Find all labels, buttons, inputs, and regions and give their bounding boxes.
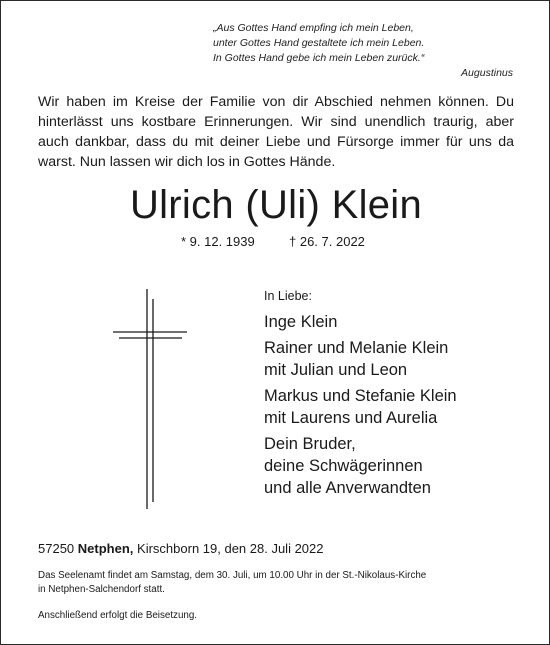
mourner-group: [264, 337, 524, 381]
mourner-line: Rainer und Melanie Klein: [264, 339, 449, 357]
notice-line: Das Seelenamt findet am Samstag, dem 30. Juli, um 10.00 Uhr in der St.-Nikolaus-Kirche: [38, 570, 427, 581]
mourner-line: deine Schwägerinnen: [264, 457, 423, 475]
intro-text: Wir haben im Kreise der Familie von dir Abschied nehmen können. Du hinterlässt uns kostbare Erinnerungen. Wir sind unendlich traurig, aber auch dankbar, dass du mit deiner Liebe und Fürsorge immer für uns da warst. Nun lassen wir dich los in Gottes Hände.: [38, 94, 514, 170]
mourner-group: [264, 311, 524, 333]
mourners-heading: In Liebe:: [264, 289, 312, 303]
mourner-line: Inge Klein: [264, 313, 338, 331]
mourner-group: [264, 385, 524, 429]
quote-author: Augustinus: [461, 67, 513, 79]
quote-line: unter Gottes Hand gestaltete ich mein Leben.: [213, 37, 425, 49]
address-street-date: Kirschborn 19, den 28. Juli 2022: [137, 541, 324, 556]
address-zip: 57250: [38, 541, 75, 556]
mourner-line: Dein Bruder,: [264, 435, 356, 453]
address-city: Netphen,: [77, 541, 134, 556]
cross-icon: [111, 289, 191, 509]
address-line: [38, 541, 324, 557]
mourner-group: [264, 433, 524, 499]
mourner-line: mit Julian und Leon: [264, 361, 408, 379]
birth-date: * 9. 12. 1939: [181, 234, 255, 249]
mourners-list: [264, 311, 524, 503]
mourner-line: Markus und Stefanie Klein: [264, 387, 457, 405]
notice-line: in Netphen-Salchendorf statt.: [38, 584, 165, 595]
mourner-line: mit Laurens und Aurelia: [264, 409, 438, 427]
service-notice: [38, 569, 516, 597]
deceased-name: Ulrich (Uli) Klein: [129, 183, 423, 227]
burial-notice: Anschließend erfolgt die Beisetzung.: [38, 610, 198, 621]
epigraph-quote: [213, 21, 513, 81]
death-date: † 26. 7. 2022: [289, 234, 365, 249]
quote-line: „Aus Gottes Hand empfing ich mein Leben,: [213, 22, 414, 34]
mourner-line: und alle Anverwandten: [264, 479, 431, 497]
quote-line: In Gottes Hand gebe ich mein Leben zurück.“: [213, 52, 425, 64]
